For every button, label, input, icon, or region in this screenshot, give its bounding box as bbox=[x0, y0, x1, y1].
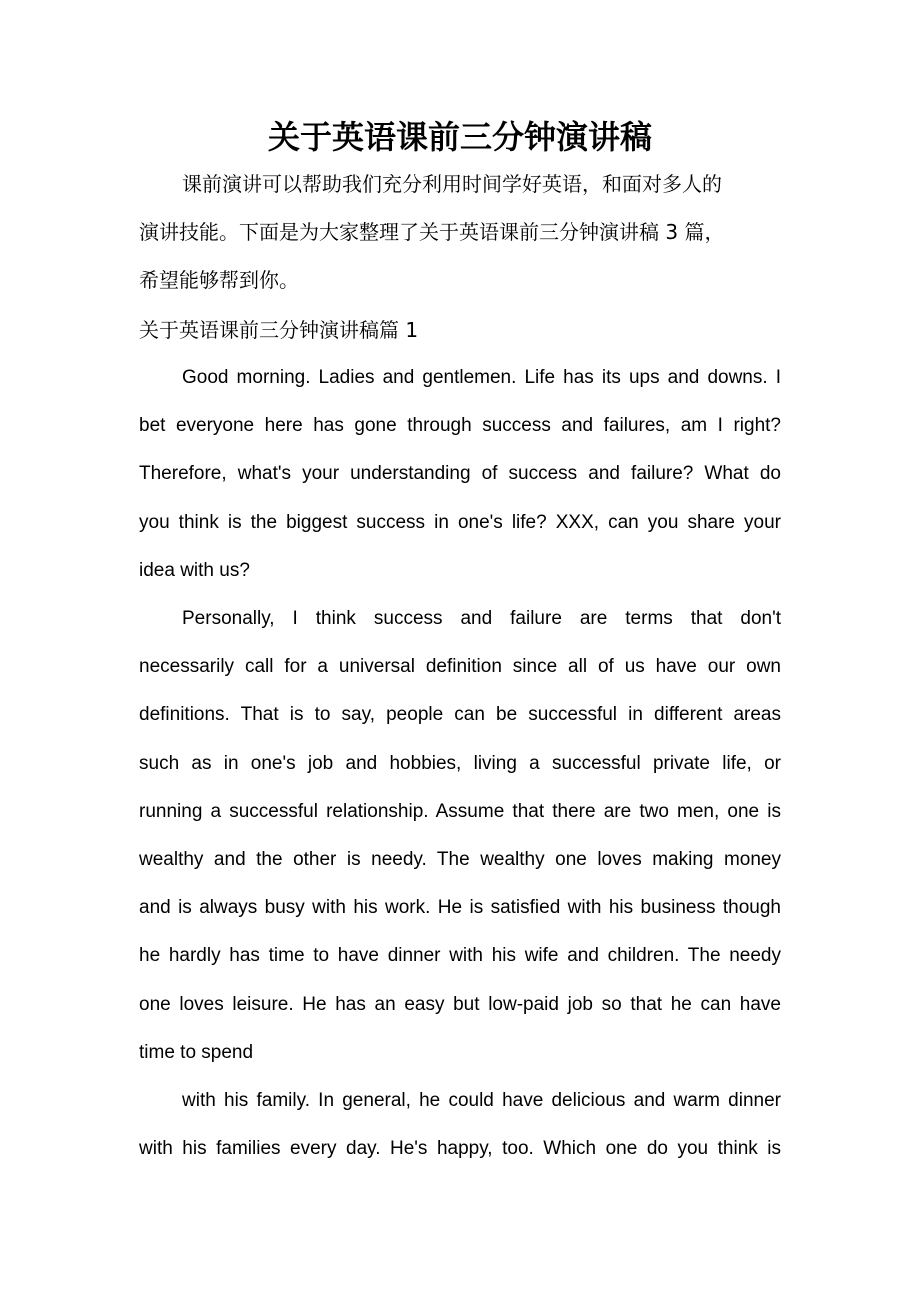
intro-paragraph-cont bbox=[139, 208, 784, 304]
paragraph-line: Therefore, what's your understanding of success and failure? What do bbox=[139, 463, 781, 485]
paragraph-line: and is always busy with his work. He is satisfied with his business though bbox=[139, 897, 781, 919]
paragraph-line: he hardly has time to have dinner with his wife and children. The needy bbox=[139, 945, 781, 967]
document-title: 关于英语课前三分钟演讲稿 bbox=[267, 118, 652, 156]
paragraph-line: necessarily call for a universal definition since all of us have our own bbox=[139, 656, 781, 678]
paragraph-line: wealthy and the other is needy. The wealthy one loves making money bbox=[139, 849, 781, 871]
paragraph-line: definitions. That is to say, people can be successful in different areas bbox=[139, 704, 781, 726]
section-heading: 关于英语课前三分钟演讲稿篇 1 bbox=[139, 318, 419, 342]
paragraph-line: with his families every day. He's happy, too. Which one do you think is bbox=[139, 1138, 781, 1160]
intro-paragraph bbox=[139, 160, 784, 208]
paragraph-3 bbox=[139, 1077, 781, 1173]
paragraph-line: Good morning. Ladies and gentlemen. Life has its ups and downs. I bbox=[182, 367, 781, 388]
paragraph-line: idea with us? bbox=[139, 559, 250, 581]
paragraph-line: one loves leisure. He has an easy but low-paid job so that he can have bbox=[139, 993, 781, 1015]
intro-line: 演讲技能。下面是为大家整理了关于英语课前三分钟演讲稿 3 篇， bbox=[139, 220, 725, 244]
paragraph-line: Personally, I think success and failure are terms that don't bbox=[182, 608, 781, 629]
paragraph-line: such as in one's job and hobbies, living a successful private life, or bbox=[139, 752, 781, 774]
paragraph-line: running a successful relationship. Assume that there are two men, one is bbox=[139, 800, 781, 822]
paragraph-line: with his family. In general, he could have delicious and warm dinner bbox=[182, 1090, 781, 1111]
paragraph-line: bet everyone here has gone through success and failures, am I right? bbox=[139, 415, 781, 437]
intro-line: 课前演讲可以帮助我们充分利用时间学好英语，和面对多人的 bbox=[182, 172, 722, 196]
paragraph-2 bbox=[139, 595, 781, 1077]
paragraph-line: time to spend bbox=[139, 1041, 254, 1063]
paragraph-line: you think is the biggest success in one's life? XXX, can you share your bbox=[139, 511, 781, 533]
paragraph-1 bbox=[139, 354, 781, 595]
intro-line: 希望能够帮到你。 bbox=[139, 268, 299, 292]
